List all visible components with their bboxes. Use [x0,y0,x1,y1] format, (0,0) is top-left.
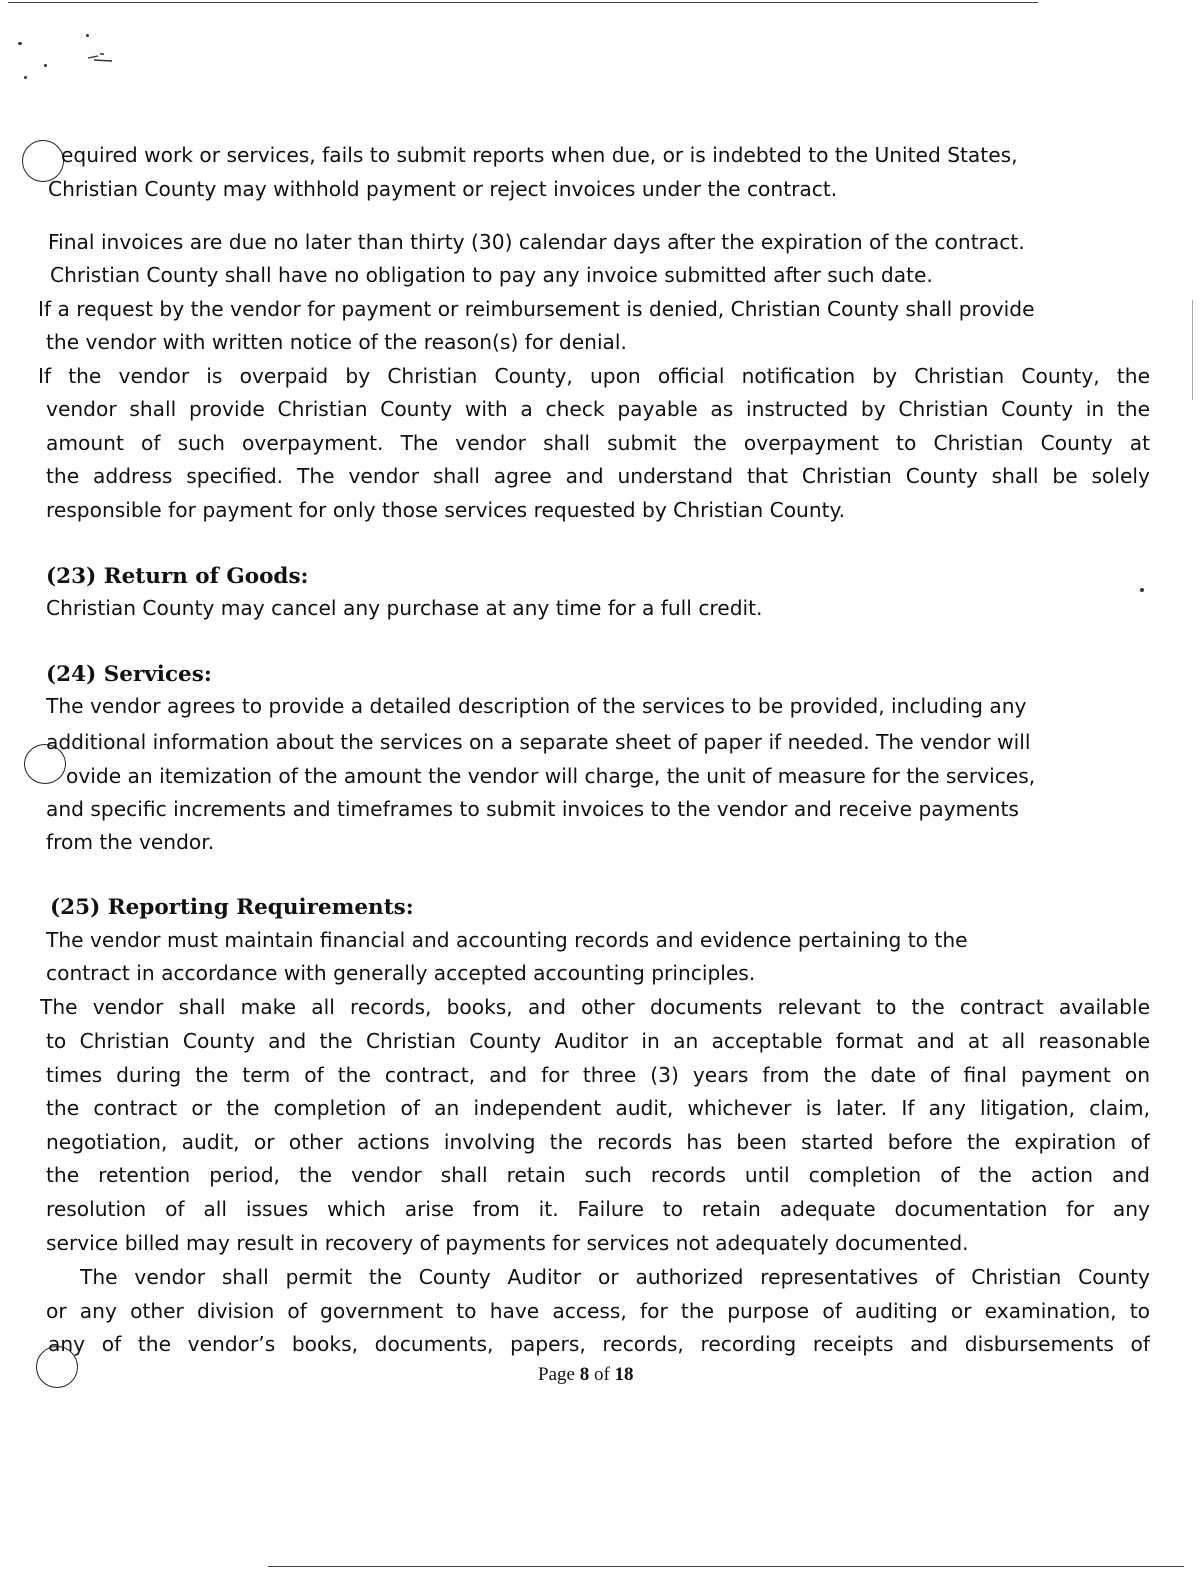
body-text-line: Christian County may withhold payment or reject invoices under the contract. [48,177,838,201]
body-text-line: negotiation, audit, or other actions involving the records has been started before the expiration of [46,1129,1150,1154]
scan-scribble-mark [86,52,118,66]
body-text-line: If a request by the vendor for payment or reimbursement is denied, Christian County shall provide [38,297,1035,321]
section-heading-services: (24) Services: [46,662,212,687]
body-text-line: and specific increments and timeframes to submit invoices to the vendor and receive payments [46,797,1019,821]
body-text-line: The vendor agrees to provide a detailed description of the services to be provided, including any [46,694,1027,718]
scan-speck [18,42,22,45]
auditor-access-paragraph [80,1261,1150,1295]
body-text-line: equired work or services, fails to submit reports when due, or is indebted to the United States, [61,143,1018,167]
body-text-line: Final invoices are due no later than thirty (30) calendar days after the expiration of the contract. [48,230,1025,254]
body-text-line: The vendor shall make all records, books, and other documents relevant to the contract available [40,995,1150,1019]
body-text-line: service billed may result in recovery of payments for services not adequately documented. [46,1231,969,1255]
body-text-line: the retention period, the vendor shall retain such records until completion of the action and [46,1163,1150,1188]
body-text-line: contract in accordance with generally accepted accounting principles. [46,961,756,985]
scan-speck [44,64,47,67]
auditor-access-paragraph-cont [46,1295,1150,1329]
page-number-footer [538,1362,634,1388]
right-edge-mark [1192,300,1193,400]
body-text-line: responsible for payment for only those services requested by Christian County. [46,498,846,522]
auditor-access-paragraph-last [48,1328,1150,1362]
body-text-line: or any other division of government to have access, for the purpose of auditing or examination, to [46,1299,1150,1323]
body-text-line: Christian County shall have no obligation to pay any invoice submitted after such date. [50,263,933,287]
section-heading-reporting-requirements: (25) Reporting Requirements: [50,895,414,920]
page-label: Page [538,1364,580,1385]
records-paragraph [40,991,1150,1025]
scan-speck [1140,588,1144,592]
page-of-label: of [589,1364,615,1385]
body-text-line: any of the vendor’s books, documents, papers, records, recording receipts and disbursements of [48,1332,1150,1356]
body-text-line: the contract or the completion of an independent audit, whichever is later. If any litigation, claim, [46,1096,1150,1121]
page-current: 8 [579,1364,590,1385]
body-text-line: amount of such overpayment. The vendor shall submit the overpayment to Christian County at [46,430,1150,455]
body-text-line: resolution of all issues which arise from it. Failure to retain adequate documentation for any [46,1196,1150,1221]
body-text-line: times during the term of the contract, and for three (3) years from the date of final payment on [46,1062,1150,1087]
body-text-line: to Christian County and the Christian County Auditor in an acceptable format and at all reasonable [46,1029,1150,1053]
scan-speck [86,34,89,37]
body-text-line: ovide an itemization of the amount the vendor will charge, the unit of measure for the services, [66,764,1036,788]
body-text-line: the address specified. The vendor shall agree and understand that Christian County shall be solely [46,464,1150,489]
body-text-line: If the vendor is overpaid by Christian County, upon official notification by Christian County, the [38,364,1150,388]
top-border-line [8,2,1038,3]
body-text-line: additional information about the services on a separate sheet of paper if needed. The vendor will [46,730,1031,754]
bottom-border-line [268,1566,1184,1567]
overpayment-paragraph [38,360,1150,394]
page-total: 18 [614,1364,634,1385]
body-text-line: The vendor must maintain financial and accounting records and evidence pertaining to the [46,928,968,952]
body-text-line: from the vendor. [46,830,215,854]
section-heading-return-of-goods: (23) Return of Goods: [46,564,309,589]
scan-speck [24,76,27,79]
body-text-line: the vendor with written notice of the reason(s) for denial. [46,330,627,354]
body-text-line: vendor shall provide Christian County with a check payable as instructed by Christian County in the [46,397,1150,421]
body-text-line: The vendor shall permit the County Auditor or authorized representatives of Christian County [80,1265,1150,1289]
records-paragraph-cont [46,1025,1150,1227]
overpayment-paragraph-cont [46,393,1150,494]
body-text-line: Christian County may cancel any purchase at any time for a full credit. [46,596,763,620]
